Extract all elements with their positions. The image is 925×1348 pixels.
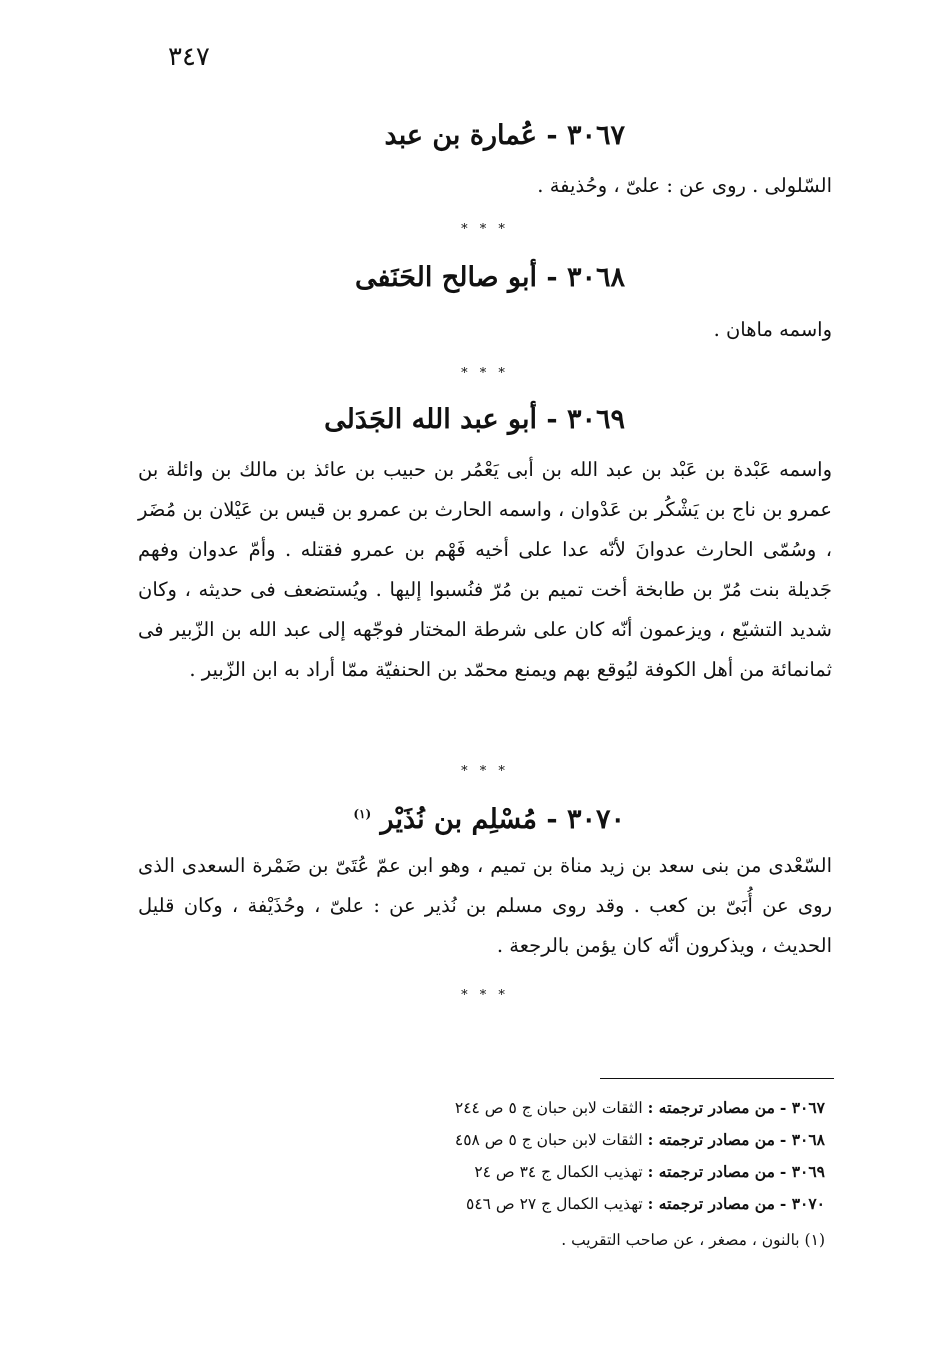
footnote-text: تهذيب الكمال ج ٣٤ ص ٢٤: [474, 1163, 643, 1181]
footnote-note: (١) بالنون ، مصغر ، عن صاحب التقريب .: [561, 1231, 825, 1249]
entry-title-3068: ٣٠٦٨ - أبو صالح الحَنَفى: [354, 262, 625, 293]
footnote-number: ٣٠٦٨ -: [779, 1130, 825, 1149]
footnote-marker: (١): [353, 807, 372, 821]
entry-body-3068: واسمه ماهان .: [713, 318, 832, 341]
entry-title-3069: ٣٠٦٩ - أبو عبد الله الجَدَلى: [324, 404, 625, 435]
footnote-rule: [600, 1078, 834, 1079]
entry-title-3067: ٣٠٦٧ - عُمارة بن عبد: [384, 120, 625, 151]
footnote-source: [205, 1188, 825, 1220]
separator: * * *: [461, 366, 509, 381]
entry-body-3070: السّعْدى من بنى سعد بن زيد مناة بن تميم ، وهو ابن عمّ عُتَىّ بن ضَمْرة السعدى الذى روى عن أُبَىّ بن كعب . وقد روى مسلم بن نُذير عن : علىّ ، وحُذَيْفة ، وكان قليل الحديث ، ويذكرون أنّه كان يؤمن بالرجعة .: [138, 854, 833, 957]
footnote-label: من مصادر ترجمته :: [647, 1098, 775, 1117]
footnote-text: الثقات لابن حبان ج ٥ ص ٢٤٤: [454, 1099, 643, 1117]
footnote-number: ٣٠٦٧ -: [779, 1098, 825, 1117]
footnote-number: ٣٠٦٩ -: [779, 1162, 825, 1181]
footnote-source: [205, 1092, 825, 1124]
footnote-label: من مصادر ترجمته :: [647, 1130, 775, 1149]
entry-title-3070: [125, 804, 625, 835]
footnote-source: [205, 1156, 825, 1188]
separator: * * *: [461, 222, 509, 237]
footnote-label: من مصادر ترجمته :: [647, 1194, 775, 1213]
footnote-text: الثقات لابن حبان ج ٥ ص ٤٥٨: [454, 1131, 643, 1149]
page-number: ٣٤٧: [168, 42, 210, 72]
entry-body-3067: السّلولى . روى عن : علىّ ، وحُذيفة .: [537, 174, 832, 197]
separator: * * *: [461, 764, 509, 779]
entry-title-text: ٣٠٧٠ - مُسْلِم بن نُذَيْر: [380, 804, 625, 835]
footnote-number: ٣٠٧٠ -: [779, 1194, 825, 1213]
separator: * * *: [461, 988, 509, 1003]
footnote-label: من مصادر ترجمته :: [647, 1162, 775, 1181]
footnote-source: [205, 1124, 825, 1156]
footnote-text: تهذيب الكمال ج ٢٧ ص ٥٤٦: [466, 1195, 643, 1213]
entry-body-3069: واسمه عَبْدة بن عَبْد بن عبد الله بن أبى يَعْمُر بن حبيب بن عائذ بن مالك بن وائلة بن عمرو بن ناج بن يَشْكُر بن عَدْوان ، واسمه الحارث بن عمرو بن قيس بن عَيْلان بن مُضَر ، وسُمّى الحارث عدوانَ لأنّه عدا على أخيه فَهْم بن عمرو فقتله . وأمّ عدوان وفهم جَديلة بنت مُرّ بن طابخة أخت تميم بن مُرّ فنُسبوا إليها . ويُستضعف فى حديثه ، وكان شديد التشيّع ، ويزعمون أنّه كان على شرطة المختار فوجّهه إلى عبد الله بن الزّبير فى ثمانمائة من أهل الكوفة ليُوقع بهم ويمنع محمّد بن الحنفيّة ممّا أراد به ابن الزّبير .: [138, 458, 832, 681]
